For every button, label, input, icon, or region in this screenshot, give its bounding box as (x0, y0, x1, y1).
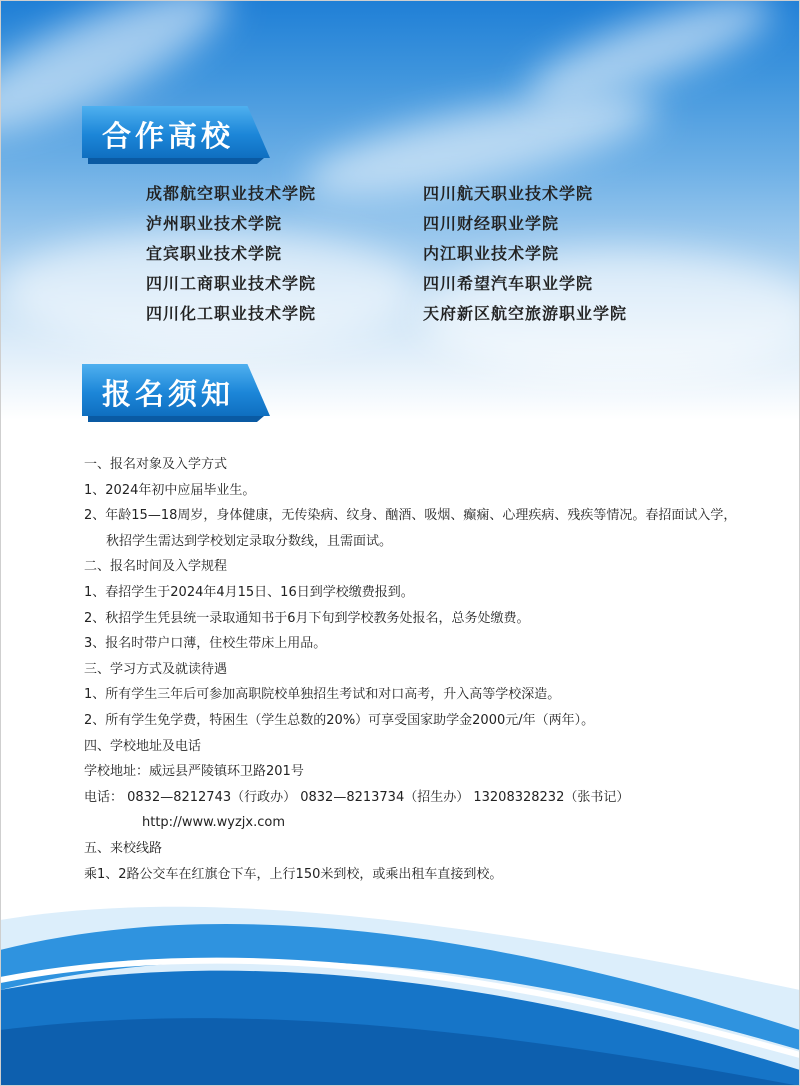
school-item: 内江职业技术学院 (423, 244, 560, 263)
notice-line: 电话： 0832—8212743（行政办） 0832—8213734（招生办） 13208328232（张书记） (84, 789, 630, 805)
notice-line: 2、所有学生免学费，特困生（学生总数的20%）可享受国家助学金2000元/年（两年）。 (84, 712, 595, 728)
school-item: 泸州职业技术学院 (146, 214, 283, 233)
notice-heading-banner (82, 364, 270, 416)
notice-line: 乘1、2路公交车在红旗仓下车，上行150米到校，或乘出租车直接到校。 (84, 866, 503, 882)
website-link[interactable]: http://www.wyzjx.com (142, 815, 286, 831)
notice-line: 1、春招学生于2024年4月15日、16日到学校缴费报到。 (84, 584, 414, 600)
notice-line: 一、报名对象及入学方式 (84, 457, 228, 472)
notice-text-block (84, 452, 784, 887)
school-item: 宜宾职业技术学院 (146, 244, 283, 263)
notice-line: 1、2024年初中应届毕业生。 (84, 482, 256, 498)
school-item: 四川希望汽车职业学院 (423, 274, 594, 293)
notice-line: 三、学习方式及就读待遇 (84, 661, 228, 677)
notice-line: 五、来校线路 (84, 840, 163, 856)
notice-line: 四、学校地址及电话 (84, 738, 202, 754)
notice-line: 秋招学生需达到学校划定录取分数线，且需面试。 (106, 533, 393, 549)
partner-heading: 合作高校 (102, 119, 235, 153)
notice-line: 二、报名时间及入学规程 (84, 559, 228, 575)
school-item: 四川化工职业技术学院 (146, 304, 317, 323)
sky-background (0, 0, 800, 420)
notice-line: 1、所有学生三年后可参加高职院校单独招生考试和对口高考，升入高等学校深造。 (84, 687, 561, 703)
notice-line: 2、年龄15—18周岁，身体健康，无传染病、纹身、酗酒、吸烟、癫痫、心理疾病、残疾等情况。春招面试入学， (84, 508, 737, 524)
notice-line: 3、报名时带户口薄，住校生带床上用品。 (84, 636, 327, 652)
school-item: 四川航天职业技术学院 (423, 184, 594, 203)
school-item: 天府新区航空旅游职业学院 (423, 304, 628, 323)
notice-line: 2、秋招学生凭县统一录取通知书于6月下旬到学校教务处报名，总务处缴费。 (84, 610, 530, 626)
school-item: 四川工商职业技术学院 (146, 274, 317, 293)
partner-heading-banner (82, 106, 270, 158)
notice-heading: 报名须知 (102, 377, 235, 411)
blue-wave-decoration (0, 880, 800, 1086)
notice-line: 学校地址：威远县严陵镇环卫路201号 (84, 764, 304, 780)
school-item: 成都航空职业技术学院 (146, 184, 317, 203)
school-item: 四川财经职业学院 (423, 214, 560, 233)
